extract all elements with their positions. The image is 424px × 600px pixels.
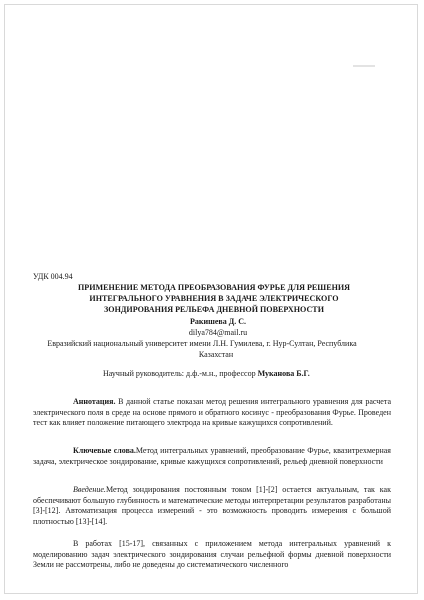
intro-paragraph-2: В работах [15-17], связанных с приложением метода интегральных уравнений к моделированию задач электрического зондирования случаи рельефной формы дневной поверхности Земли не рассмотрены, либо не доведены до систематического численного	[33, 539, 391, 570]
keywords-text: Метод интегральных уравнений, преобразование Фурье, квазитрехмерная задача, электрическое зондирование, кривые кажущихся сопротивлений, рельеф дневной поверхности	[33, 446, 391, 466]
author-email: dilya784@mail.ru	[188, 328, 248, 337]
author-name: Ракишева Д. С.	[189, 317, 246, 326]
paper-title	[59, 282, 369, 315]
abstract-text: В данной статье показан метод решения интегрального уравнения для расчета электрического поля в среде на основе прямого и обратного косинус - преобразования Фурье. Проведен тест как влияет положение питающего электрода на кривые кажущихся сопротивлений.	[33, 397, 391, 428]
affiliation-line-2: Казахстан	[198, 350, 234, 359]
supervisor-prefix: Научный руководитель: д.ф.-м.н., профессор	[103, 369, 258, 378]
document-page	[4, 4, 418, 594]
abstract-label: Аннотация.	[73, 397, 116, 406]
supervisor-name: Муканова Б.Г.	[257, 369, 310, 378]
title-line-1: ПРИМЕНЕНИЕ МЕТОДА ПРЕОБРАЗОВАНИЯ ФУРЬЕ ДЛЯ РЕШЕНИЯ	[77, 283, 351, 292]
affiliation-line-1: Евразийский национальный университет имени Л.Н. Гумилева, г. Нур-Султан, Республика	[47, 339, 357, 348]
intro-paragraph	[33, 485, 391, 527]
intro-label: Введение.	[73, 485, 106, 494]
title-line-3: ЗОНДИРОВАНИЯ РЕЛЬЕФА ДНЕВНОЙ ПОВЕРХНОСТИ	[104, 305, 324, 314]
abstract-paragraph	[33, 397, 391, 429]
intro-text: Метод зондирования постоянным током [1]-[2] остается актуальным, так как обеспечивают большую глубинность и математические методы интерпретации результатов разработаны [3]-[12]. Автоматизация процесса измерений - это возможность проводить измерения с большой плотностью [13]-[14].	[33, 485, 391, 526]
title-line-2: ИНТЕГРАЛЬНОГО УРАВНЕНИЯ В ЗАДАЧЕ ЭЛЕКТРИЧЕСКОГО	[89, 294, 339, 303]
header-mark	[353, 65, 375, 67]
supervisor	[103, 369, 310, 379]
keywords-label: Ключевые слова.	[73, 446, 136, 455]
udk-code: УДК 004.94	[33, 272, 73, 281]
keywords-paragraph	[33, 446, 391, 467]
